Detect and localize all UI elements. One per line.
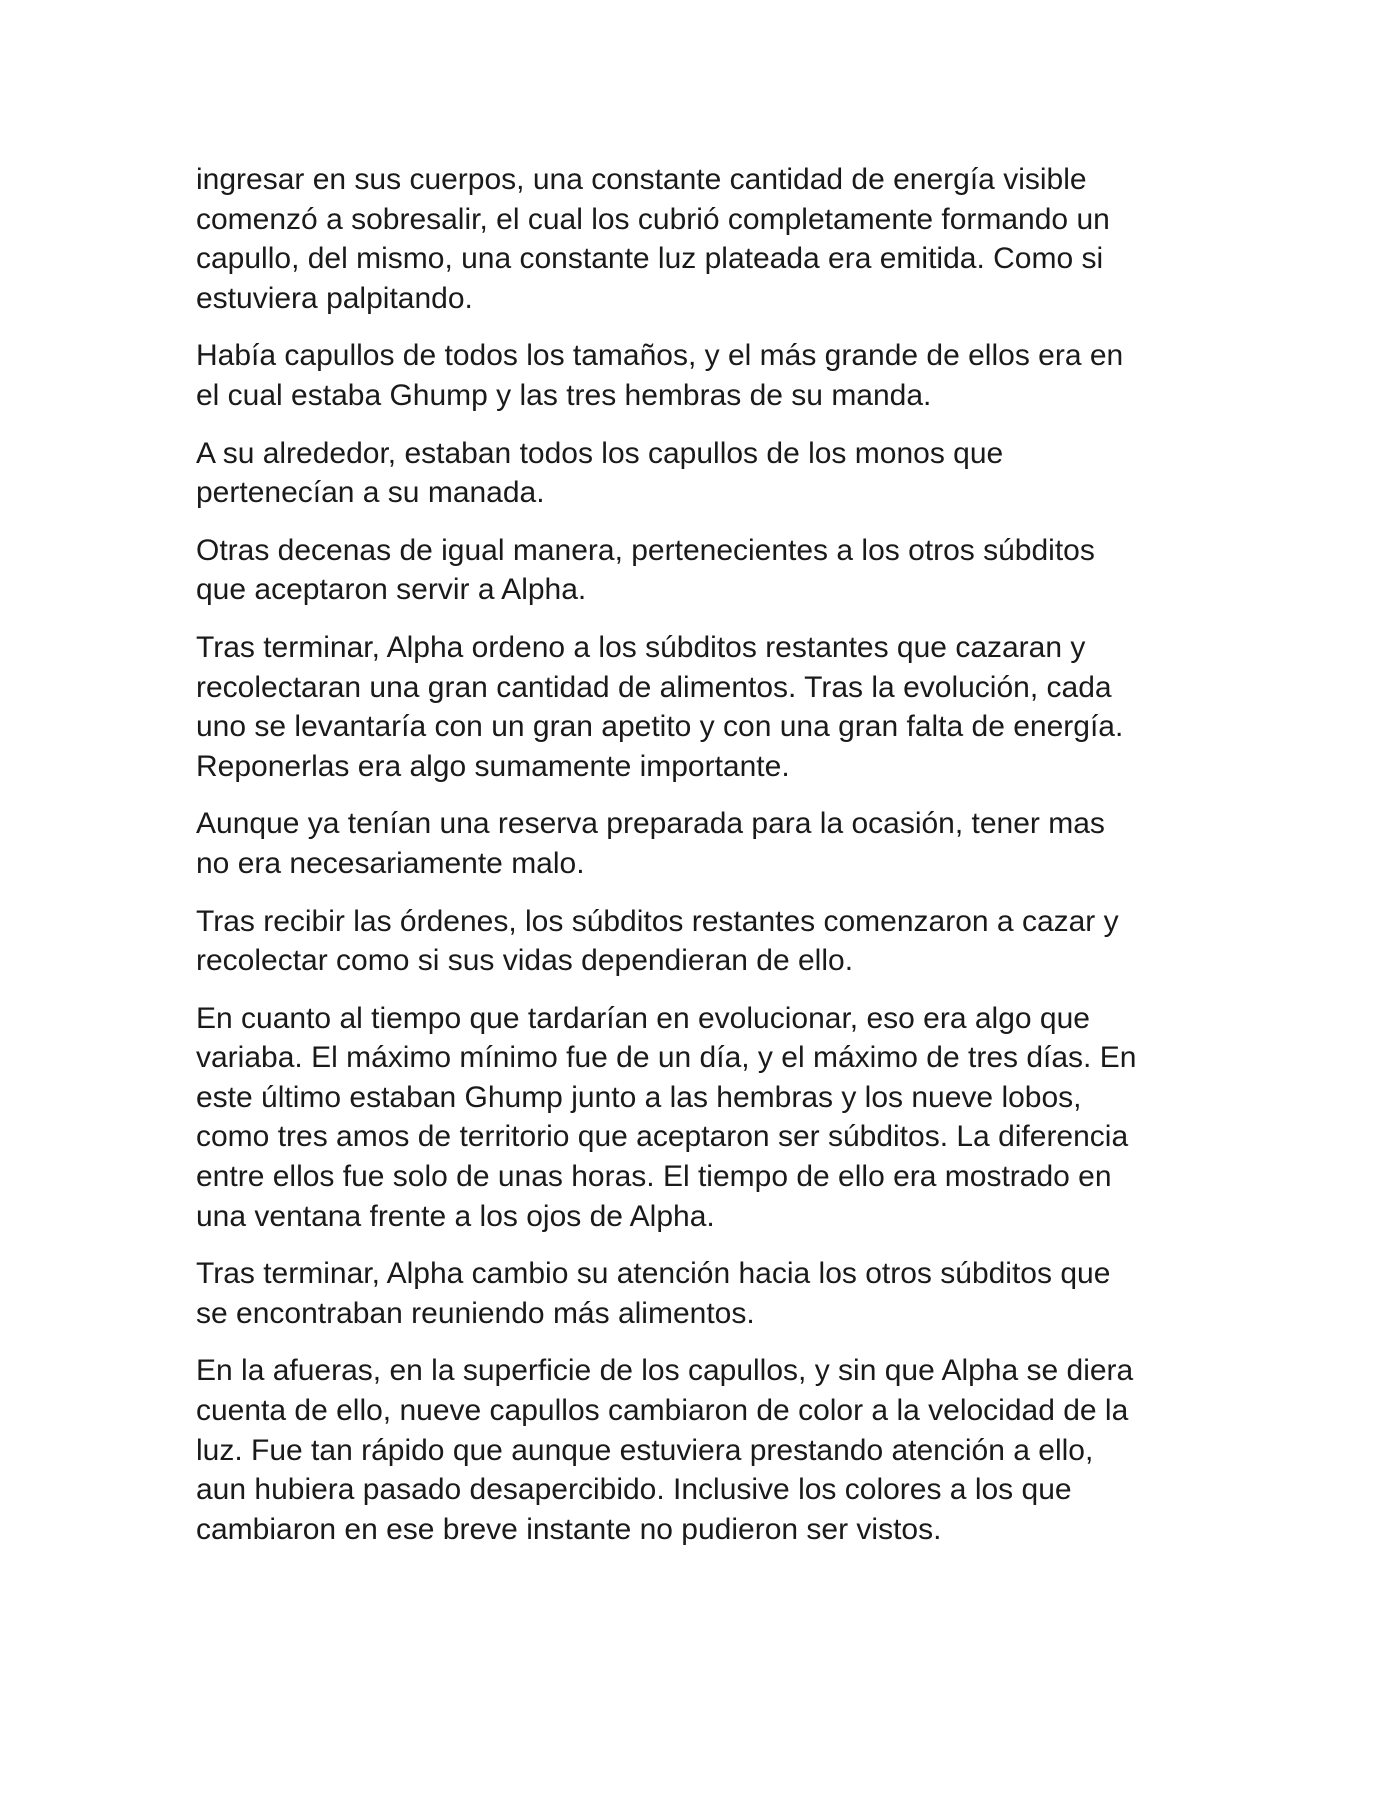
paragraph-5: Tras terminar, Alpha ordeno a los súbditos restantes que cazaran y recolectaran una gran cantidad de alimentos. Tras la evolución, cada uno se levantaría con un gran apetito y con una gran falta de energía. Reponerlas era algo sumamente importante. [196, 630, 1124, 783]
paragraph-9: Tras terminar, Alpha cambio su atención hacia los otros súbditos que se encontraban reuniendo más alimentos. [196, 1257, 1111, 1330]
paragraph-4: Otras decenas de igual manera, pertenecientes a los otros súbditos que aceptaron servir a Alpha. [196, 533, 1095, 607]
paragraph-7: Tras recibir las órdenes, los súbditos restantes comenzaron a cazar y recolectar como si sus vidas dependieran de ello. [196, 904, 1119, 978]
paragraph-2: Había capullos de todos los tamaños, y el más grande de ellos era en el cual estaba Ghump y las tres hembras de su manda. [196, 339, 1124, 412]
paragraph-6: Aunque ya tenían una reserva preparada para la ocasión, tener mas no era necesariamente malo. [196, 807, 1105, 880]
paragraph-1: ingresar en sus cuerpos, una constante cantidad de energía visible comenzó a sobresalir, el cual los cubrió completamente formando un capullo, del mismo, una constante luz plateada era emitida. Como si estuviera palpitando. [196, 163, 1110, 315]
body-text [196, 160, 1226, 1567]
paragraph-10: En la afueras, en la superficie de los capullos, y sin que Alpha se diera cuenta de ello, nueve capullos cambiaron de color a la velocidad de la luz. Fue tan rápido que aunque estuviera prestando atención a ello, aun hubiera pasado desapercibido. Inclusive los colores a los que cambiaron en ese breve instante no pudieron ser vistos. [196, 1354, 1134, 1546]
paragraph-8: En cuanto al tiempo que tardarían en evolucionar, eso era algo que variaba. El máximo mínimo fue de un día, y el máximo de tres días. En este último estaban Ghump junto a las hembras y los nueve lobos, como tres amos de territorio que aceptaron ser súbditos. La diferencia entre ellos fue solo de unas horas. El tiempo de ello era mostrado en una ventana frente a los ojos de Alpha. [196, 1001, 1137, 1233]
paragraph-3: A su alrededor, estaban todos los capullos de los monos que pertenecían a su manada. [196, 436, 1004, 510]
